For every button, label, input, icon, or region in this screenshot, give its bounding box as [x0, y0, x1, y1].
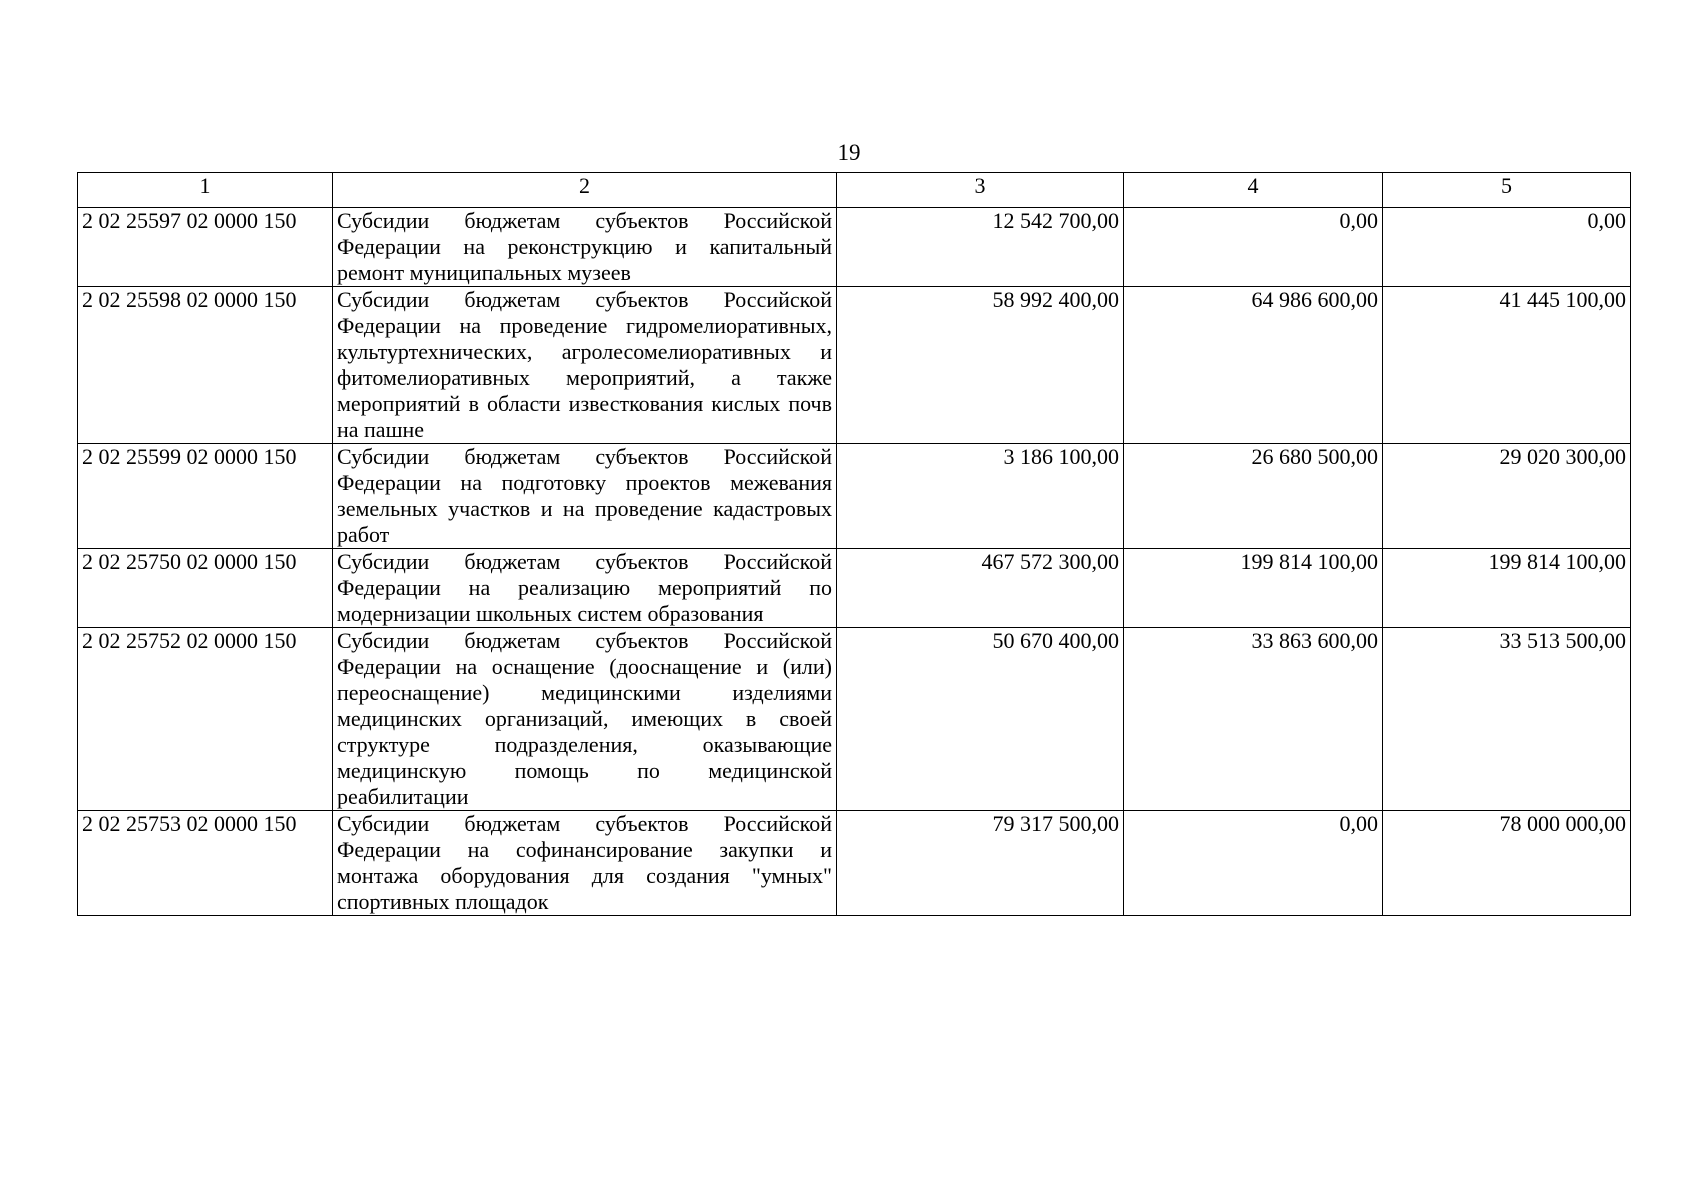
- amount-col4-cell: 33 863 600,00: [1124, 628, 1383, 811]
- amount-col3-cell: 12 542 700,00: [837, 208, 1124, 287]
- amount-col4-cell: 0,00: [1124, 811, 1383, 916]
- amount-col3-cell: 58 992 400,00: [837, 287, 1124, 444]
- amount-col4-cell: 26 680 500,00: [1124, 444, 1383, 549]
- description-cell: Субсидии бюджетам субъектов Российской Федерации на оснащение (дооснащение и (или) переоснащение) медицинскими изделиями медицинских организаций, имеющих в своей структуре подразделения, оказывающие медицинскую помощь по медицинской реабилитации: [333, 628, 837, 811]
- page-number: 19: [837, 140, 861, 165]
- header-cell: 5: [1383, 173, 1631, 208]
- table-row: [78, 287, 1631, 444]
- amount-col5-cell: 41 445 100,00: [1383, 287, 1631, 444]
- table-row: [78, 444, 1631, 549]
- amount-col3-cell: 50 670 400,00: [837, 628, 1124, 811]
- amount-col3-cell: 467 572 300,00: [837, 549, 1124, 628]
- amount-col5-cell: 0,00: [1383, 208, 1631, 287]
- amount-col5-cell: 33 513 500,00: [1383, 628, 1631, 811]
- description-cell: Субсидии бюджетам субъектов Российской Федерации на реализацию мероприятий по модернизации школьных систем образования: [333, 549, 837, 628]
- amount-col5-cell: 78 000 000,00: [1383, 811, 1631, 916]
- header-cell: 1: [78, 173, 333, 208]
- amount-col3-cell: 3 186 100,00: [837, 444, 1124, 549]
- budget-code-cell: 2 02 25752 02 0000 150: [78, 628, 333, 811]
- description-cell: Субсидии бюджетам субъектов Российской Федерации на реконструкцию и капитальный ремонт муниципальных музеев: [333, 208, 837, 287]
- description-cell: Субсидии бюджетам субъектов Российской Федерации на проведение гидромелиоративных, культуртехнических, агролесомелиоративных и фитомелиоративных мероприятий, а также мероприятий в области известкования кислых почв на пашне: [333, 287, 837, 444]
- amount-col4-cell: 199 814 100,00: [1124, 549, 1383, 628]
- budget-code-cell: 2 02 25597 02 0000 150: [78, 208, 333, 287]
- budget-code-cell: 2 02 25598 02 0000 150: [78, 287, 333, 444]
- table-row: [78, 811, 1631, 916]
- description-cell: Субсидии бюджетам субъектов Российской Федерации на подготовку проектов межевания земельных участков и на проведение кадастровых работ: [333, 444, 837, 549]
- table-header-row: [78, 173, 1631, 208]
- table-row: [78, 208, 1631, 287]
- table-row: [78, 549, 1631, 628]
- budget-code-cell: 2 02 25599 02 0000 150: [78, 444, 333, 549]
- budget-table: [77, 172, 1631, 916]
- amount-col5-cell: 199 814 100,00: [1383, 549, 1631, 628]
- header-cell: 3: [837, 173, 1124, 208]
- amount-col3-cell: 79 317 500,00: [837, 811, 1124, 916]
- header-cell: 4: [1124, 173, 1383, 208]
- description-cell: Субсидии бюджетам субъектов Российской Федерации на софинансирование закупки и монтажа оборудования для создания "умных" спортивных площадок: [333, 811, 837, 916]
- budget-code-cell: 2 02 25753 02 0000 150: [78, 811, 333, 916]
- amount-col5-cell: 29 020 300,00: [1383, 444, 1631, 549]
- header-cell: 2: [333, 173, 837, 208]
- amount-col4-cell: 64 986 600,00: [1124, 287, 1383, 444]
- amount-col4-cell: 0,00: [1124, 208, 1383, 287]
- budget-code-cell: 2 02 25750 02 0000 150: [78, 549, 333, 628]
- table-row: [78, 628, 1631, 811]
